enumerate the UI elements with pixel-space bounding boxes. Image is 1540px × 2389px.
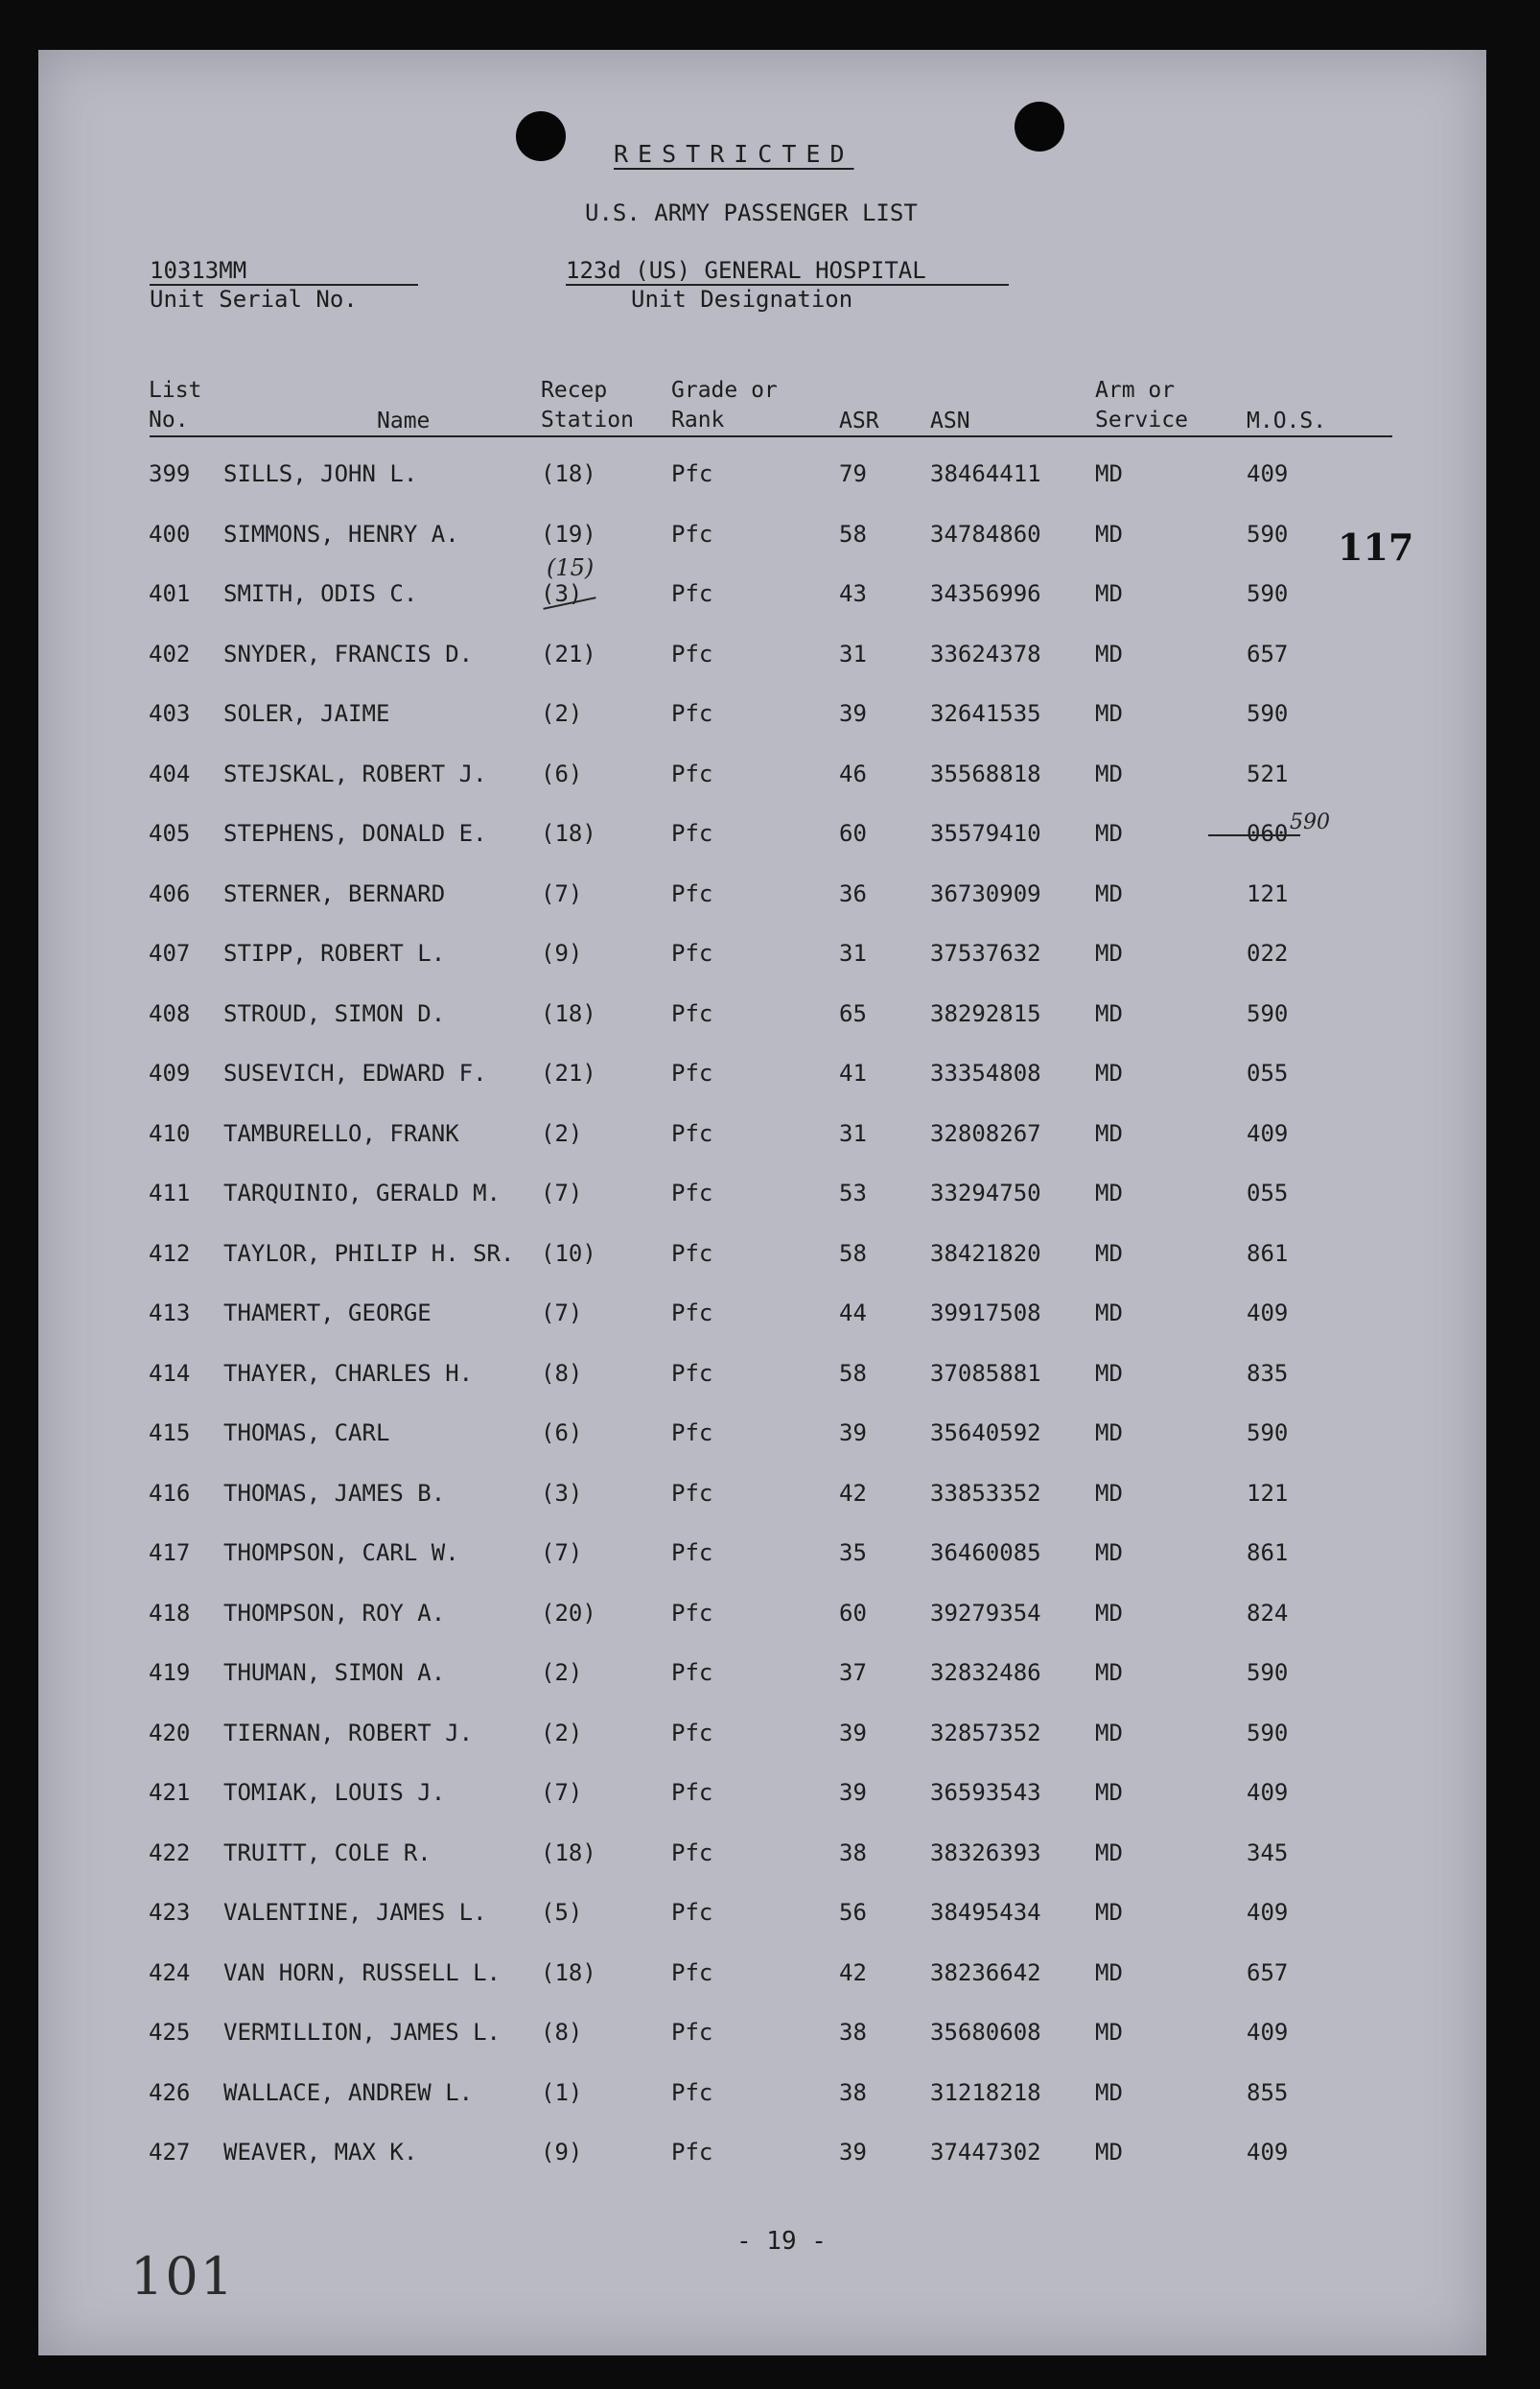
table-row: [38, 1889, 1486, 1950]
row-asr: 42: [839, 1479, 867, 1507]
row-grade: Pfc: [671, 1180, 713, 1206]
row-arm: MD: [1095, 1839, 1123, 1866]
row-arm: MD: [1095, 1300, 1123, 1326]
row-asr: 56: [839, 1899, 867, 1926]
unit-serial-label: Unit Serial No.: [150, 286, 358, 313]
row-mos: 657: [1247, 1958, 1289, 1986]
unit-designation-value: 123d (US) GENERAL HOSPITAL: [566, 257, 926, 284]
row-arm: MD: [1095, 520, 1123, 548]
row-recep-station: (18): [541, 820, 596, 847]
table-row: [38, 751, 1486, 811]
strike-mark: [1208, 834, 1300, 836]
row-arm: MD: [1095, 1060, 1123, 1087]
row-mos: 521: [1247, 760, 1289, 787]
table-row: [38, 1170, 1486, 1230]
row-name: SOLER, JAIME: [223, 700, 390, 727]
row-mos: 824: [1247, 1599, 1289, 1627]
row-grade: Pfc: [671, 760, 713, 787]
row-mos: 055: [1247, 1180, 1289, 1206]
row-mos: 055: [1247, 1060, 1289, 1087]
table-row: [38, 871, 1486, 931]
row-asn: 38326393: [930, 1839, 1041, 1866]
row-list-no: 399: [149, 460, 191, 487]
row-arm: MD: [1095, 940, 1123, 967]
row-grade: Pfc: [671, 1359, 713, 1387]
row-mos: 590: [1247, 1719, 1289, 1746]
row-asr: 31: [839, 940, 867, 967]
col-header-list-no: List No.: [149, 378, 202, 433]
row-asn: 32808267: [930, 1119, 1041, 1147]
row-asn: 35680608: [930, 2019, 1041, 2046]
row-asr: 60: [839, 1599, 867, 1627]
row-asr: 38: [839, 2078, 867, 2106]
row-arm: MD: [1095, 700, 1123, 727]
row-arm: MD: [1095, 580, 1123, 607]
row-list-no: 411: [149, 1180, 191, 1206]
row-recep-station: (21): [541, 640, 596, 668]
row-asr: 37: [839, 1659, 867, 1686]
row-asr: 53: [839, 1180, 867, 1206]
table-row: [38, 2070, 1486, 2130]
row-asr: 79: [839, 460, 867, 487]
table-row: [38, 1950, 1486, 2010]
row-list-no: 408: [149, 999, 191, 1027]
row-name: SUSEVICH, EDWARD F.: [223, 1060, 487, 1087]
row-list-no: 404: [149, 760, 191, 787]
row-recep-station: (7): [541, 1779, 583, 1806]
row-asr: 42: [839, 1958, 867, 1986]
row-grade: Pfc: [671, 1659, 713, 1686]
row-name: THOMAS, CARL: [223, 1419, 390, 1446]
table-row: [38, 1111, 1486, 1171]
row-arm: MD: [1095, 1539, 1123, 1566]
row-arm: MD: [1095, 640, 1123, 668]
table-row: [38, 631, 1486, 691]
row-name: SILLS, JOHN L.: [223, 460, 418, 487]
row-grade: Pfc: [671, 1839, 713, 1866]
row-mos: 121: [1247, 879, 1289, 907]
row-asn: 38236642: [930, 1958, 1041, 1986]
row-asn: 39917508: [930, 1300, 1041, 1326]
row-arm: MD: [1095, 460, 1123, 487]
row-grade: Pfc: [671, 640, 713, 668]
row-mos: 409: [1247, 1119, 1289, 1147]
row-list-no: 414: [149, 1359, 191, 1387]
row-recep-station: (6): [541, 760, 583, 787]
row-asn: 35579410: [930, 820, 1041, 847]
row-mos: 409: [1247, 2019, 1289, 2046]
row-list-no: 424: [149, 1958, 191, 1986]
row-asn: 33294750: [930, 1180, 1041, 1206]
row-arm: MD: [1095, 1479, 1123, 1507]
row-list-no: 413: [149, 1300, 191, 1326]
row-name: TAMBURELLO, FRANK: [223, 1119, 459, 1147]
row-name: WEAVER, MAX K.: [223, 2139, 418, 2166]
row-name: TOMIAK, LOUIS J.: [223, 1779, 446, 1806]
row-name: TRUITT, COLE R.: [223, 1839, 432, 1866]
row-list-no: 403: [149, 700, 191, 727]
row-grade: Pfc: [671, 1239, 713, 1267]
row-list-no: 418: [149, 1599, 191, 1627]
row-arm: MD: [1095, 1419, 1123, 1446]
row-asn: 37085881: [930, 1359, 1041, 1387]
table-row: [38, 1350, 1486, 1411]
row-asn: 38495434: [930, 1899, 1041, 1926]
row-list-no: 421: [149, 1779, 191, 1806]
table-row: [38, 1590, 1486, 1651]
row-arm: MD: [1095, 1899, 1123, 1926]
row-asr: 46: [839, 760, 867, 787]
row-recep-station: (9): [541, 940, 583, 967]
row-asn: 38464411: [930, 460, 1041, 487]
col-header-asn: ASN: [930, 409, 970, 433]
row-list-no: 427: [149, 2139, 191, 2166]
row-recep-station: (10): [541, 1239, 596, 1267]
row-list-no: 401: [149, 580, 191, 607]
col-header-arm: Arm or Service: [1095, 378, 1188, 433]
row-asn: 37447302: [930, 2139, 1041, 2166]
row-recep-station: (9): [541, 2139, 583, 2166]
row-mos: 590: [1247, 1659, 1289, 1686]
row-name: VAN HORN, RUSSELL L.: [223, 1958, 501, 1986]
row-mos: 590: [1247, 999, 1289, 1027]
row-asr: 38: [839, 1839, 867, 1866]
row-asr: 39: [839, 1419, 867, 1446]
row-recep-station: (20): [541, 1599, 596, 1627]
row-arm: MD: [1095, 820, 1123, 847]
row-name: VALENTINE, JAMES L.: [223, 1899, 487, 1926]
row-name: STERNER, BERNARD: [223, 879, 446, 907]
row-recep-station: (1): [541, 2078, 583, 2106]
row-asr: 58: [839, 1239, 867, 1267]
passenger-table: [38, 451, 1486, 2190]
row-grade: Pfc: [671, 1119, 713, 1147]
row-asr: 39: [839, 700, 867, 727]
row-mos: 590: [1247, 520, 1289, 548]
row-arm: MD: [1095, 760, 1123, 787]
col-header-name: Name: [377, 409, 431, 433]
classification-heading: RESTRICTED: [614, 140, 854, 168]
table-row: [38, 1410, 1486, 1470]
row-grade: Pfc: [671, 1719, 713, 1746]
row-asn: 39279354: [930, 1599, 1041, 1627]
row-list-no: 419: [149, 1659, 191, 1686]
row-grade: Pfc: [671, 820, 713, 847]
table-row: [38, 2129, 1486, 2190]
row-name: STEJSKAL, ROBERT J.: [223, 760, 487, 787]
row-asn: 32832486: [930, 1659, 1041, 1686]
row-name: WALLACE, ANDREW L.: [223, 2078, 474, 2106]
row-arm: MD: [1095, 879, 1123, 907]
row-list-no: 426: [149, 2078, 191, 2106]
row-asr: 39: [839, 1779, 867, 1806]
row-mos: 590: [1247, 1419, 1289, 1446]
row-asr: 65: [839, 999, 867, 1027]
table-row: [38, 810, 1486, 871]
row-name: VERMILLION, JAMES L.: [223, 2019, 501, 2046]
row-arm: MD: [1095, 1180, 1123, 1206]
row-grade: Pfc: [671, 520, 713, 548]
handwritten-number: 101: [130, 2246, 236, 2307]
row-grade: Pfc: [671, 1419, 713, 1446]
col-header-mos: M.O.S.: [1247, 409, 1327, 433]
row-arm: MD: [1095, 1119, 1123, 1147]
row-arm: MD: [1095, 1359, 1123, 1387]
punch-hole-left: [516, 111, 566, 161]
row-recep-station: (19): [541, 520, 596, 548]
row-recep-station: (18): [541, 999, 596, 1027]
row-list-no: 425: [149, 2019, 191, 2046]
row-asn: 32641535: [930, 700, 1041, 727]
row-asn: 35568818: [930, 760, 1041, 787]
col-header-recep-station: Recep Station: [541, 378, 634, 433]
row-grade: Pfc: [671, 1539, 713, 1566]
page-number: - 19 -: [736, 2227, 827, 2256]
row-name: STEPHENS, DONALD E.: [223, 820, 487, 847]
row-recep-station: (3): [541, 580, 583, 607]
row-list-no: 406: [149, 879, 191, 907]
row-asn: 32857352: [930, 1719, 1041, 1746]
row-asr: 44: [839, 1300, 867, 1326]
table-row: [38, 1769, 1486, 1830]
row-name: THAYER, CHARLES H.: [223, 1359, 474, 1387]
row-list-no: 400: [149, 520, 191, 548]
row-arm: MD: [1095, 1779, 1123, 1806]
row-list-no: 415: [149, 1419, 191, 1446]
row-arm: MD: [1095, 999, 1123, 1027]
row-list-no: 423: [149, 1899, 191, 1926]
row-grade: Pfc: [671, 2019, 713, 2046]
row-list-no: 405: [149, 820, 191, 847]
row-grade: Pfc: [671, 1779, 713, 1806]
row-asn: 34356996: [930, 580, 1041, 607]
row-asr: 38: [839, 2019, 867, 2046]
row-recep-station: (21): [541, 1060, 596, 1087]
table-row: [38, 2009, 1486, 2070]
row-asr: 58: [839, 520, 867, 548]
row-grade: Pfc: [671, 1899, 713, 1926]
row-recep-station: (2): [541, 700, 583, 727]
row-asr: 35: [839, 1539, 867, 1566]
row-asn: 35640592: [930, 1419, 1041, 1446]
row-mos: 409: [1247, 2139, 1289, 2166]
table-row: [38, 691, 1486, 751]
row-asn: 37537632: [930, 940, 1041, 967]
row-asr: 39: [839, 1719, 867, 1746]
row-name: TIERNAN, ROBERT J.: [223, 1719, 474, 1746]
row-recep-station: (3): [541, 1479, 583, 1507]
table-row: [38, 991, 1486, 1051]
row-name: SIMMONS, HENRY A.: [223, 520, 459, 548]
row-grade: Pfc: [671, 700, 713, 727]
row-arm: MD: [1095, 1719, 1123, 1746]
row-asr: 58: [839, 1359, 867, 1387]
document-page: [38, 50, 1486, 2355]
row-mos: 121: [1247, 1479, 1289, 1507]
row-grade: Pfc: [671, 1479, 713, 1507]
row-asr: 43: [839, 580, 867, 607]
row-recep-station: (2): [541, 1659, 583, 1686]
row-recep-station: (2): [541, 1719, 583, 1746]
table-row: [38, 1050, 1486, 1111]
row-arm: MD: [1095, 1659, 1123, 1686]
row-asn: 38421820: [930, 1239, 1041, 1267]
header-rule: [150, 435, 1392, 437]
table-row: [38, 930, 1486, 991]
row-mos: 590: [1247, 700, 1289, 727]
row-arm: MD: [1095, 2078, 1123, 2106]
table-row: [38, 1230, 1486, 1291]
row-list-no: 412: [149, 1239, 191, 1267]
row-arm: MD: [1095, 1958, 1123, 1986]
station-correction: (15): [547, 554, 595, 581]
row-name: STIPP, ROBERT L.: [223, 940, 446, 967]
row-mos: 409: [1247, 1899, 1289, 1926]
row-grade: Pfc: [671, 1300, 713, 1326]
col-header-asr: ASR: [839, 409, 879, 433]
row-asn: 33853352: [930, 1479, 1041, 1507]
punch-hole-right: [1015, 102, 1064, 152]
row-grade: Pfc: [671, 1599, 713, 1627]
row-mos: 861: [1247, 1539, 1289, 1566]
row-asn: 36730909: [930, 879, 1041, 907]
row-name: THAMERT, GEORGE: [223, 1300, 432, 1326]
row-grade: Pfc: [671, 1060, 713, 1087]
row-list-no: 417: [149, 1539, 191, 1566]
row-arm: MD: [1095, 1239, 1123, 1267]
row-asn: 33354808: [930, 1060, 1041, 1087]
row-list-no: 410: [149, 1119, 191, 1147]
row-recep-station: (7): [541, 1539, 583, 1566]
row-mos: 657: [1247, 640, 1289, 668]
row-grade: Pfc: [671, 460, 713, 487]
unit-designation-label: Unit Designation: [631, 286, 853, 313]
row-asr: 31: [839, 1119, 867, 1147]
row-name: THOMPSON, CARL W.: [223, 1539, 459, 1566]
row-arm: MD: [1095, 2139, 1123, 2166]
col-header-grade: Grade or Rank: [671, 378, 778, 433]
row-name: TAYLOR, PHILIP H. SR.: [223, 1239, 515, 1267]
document-title: U.S. ARMY PASSENGER LIST: [585, 199, 918, 226]
row-asr: 36: [839, 879, 867, 907]
row-recep-station: (18): [541, 1958, 596, 1986]
table-row: [38, 511, 1486, 572]
row-name: STROUD, SIMON D.: [223, 999, 446, 1027]
row-mos: 409: [1247, 460, 1289, 487]
row-asn: 33624378: [930, 640, 1041, 668]
row-asr: 31: [839, 640, 867, 668]
table-row: [38, 1650, 1486, 1710]
row-asn: 34784860: [930, 520, 1041, 548]
row-asn: 36460085: [930, 1539, 1041, 1566]
row-list-no: 416: [149, 1479, 191, 1507]
row-mos: 855: [1247, 2078, 1289, 2106]
row-list-no: 409: [149, 1060, 191, 1087]
row-recep-station: (18): [541, 1839, 596, 1866]
row-recep-station: (7): [541, 879, 583, 907]
row-mos: 835: [1247, 1359, 1289, 1387]
table-row: [38, 451, 1486, 511]
table-row: [38, 1530, 1486, 1590]
row-list-no: 422: [149, 1839, 191, 1866]
mos-correction: 590: [1290, 810, 1330, 834]
row-asr: 39: [839, 2139, 867, 2166]
row-arm: MD: [1095, 1599, 1123, 1627]
row-grade: Pfc: [671, 999, 713, 1027]
row-grade: Pfc: [671, 580, 713, 607]
row-asn: 36593543: [930, 1779, 1041, 1806]
row-grade: Pfc: [671, 2078, 713, 2106]
row-mos: 861: [1247, 1239, 1289, 1267]
row-name: THUMAN, SIMON A.: [223, 1659, 446, 1686]
table-row: [38, 1290, 1486, 1350]
row-recep-station: (8): [541, 2019, 583, 2046]
row-name: SMITH, ODIS C.: [223, 580, 418, 607]
row-list-no: 402: [149, 640, 191, 668]
row-asr: 41: [839, 1060, 867, 1087]
table-row: [38, 571, 1486, 631]
row-mos: 345: [1247, 1839, 1289, 1866]
row-grade: Pfc: [671, 2139, 713, 2166]
row-asn: 38292815: [930, 999, 1041, 1027]
row-recep-station: (18): [541, 460, 596, 487]
row-mos: 409: [1247, 1779, 1289, 1806]
row-recep-station: (6): [541, 1419, 583, 1446]
row-name: THOMPSON, ROY A.: [223, 1599, 446, 1627]
table-row: [38, 1830, 1486, 1890]
page-stamp-number: 117: [1338, 526, 1414, 569]
row-mos: 409: [1247, 1300, 1289, 1326]
row-name: THOMAS, JAMES B.: [223, 1479, 446, 1507]
row-recep-station: (7): [541, 1300, 583, 1326]
row-list-no: 420: [149, 1719, 191, 1746]
row-asr: 60: [839, 820, 867, 847]
unit-serial-value: 10313MM: [150, 257, 247, 284]
row-name: SNYDER, FRANCIS D.: [223, 640, 474, 668]
row-list-no: 407: [149, 940, 191, 967]
row-recep-station: (5): [541, 1899, 583, 1926]
row-mos: 060: [1247, 820, 1289, 847]
row-recep-station: (7): [541, 1180, 583, 1206]
row-grade: Pfc: [671, 940, 713, 967]
row-name: TARQUINIO, GERALD M.: [223, 1180, 501, 1206]
row-recep-station: (2): [541, 1119, 583, 1147]
table-row: [38, 1710, 1486, 1770]
row-arm: MD: [1095, 2019, 1123, 2046]
row-asn: 31218218: [930, 2078, 1041, 2106]
table-row: [38, 1470, 1486, 1531]
row-grade: Pfc: [671, 879, 713, 907]
row-recep-station: (8): [541, 1359, 583, 1387]
row-grade: Pfc: [671, 1958, 713, 1986]
row-mos: 022: [1247, 940, 1289, 967]
row-mos: 590: [1247, 580, 1289, 607]
